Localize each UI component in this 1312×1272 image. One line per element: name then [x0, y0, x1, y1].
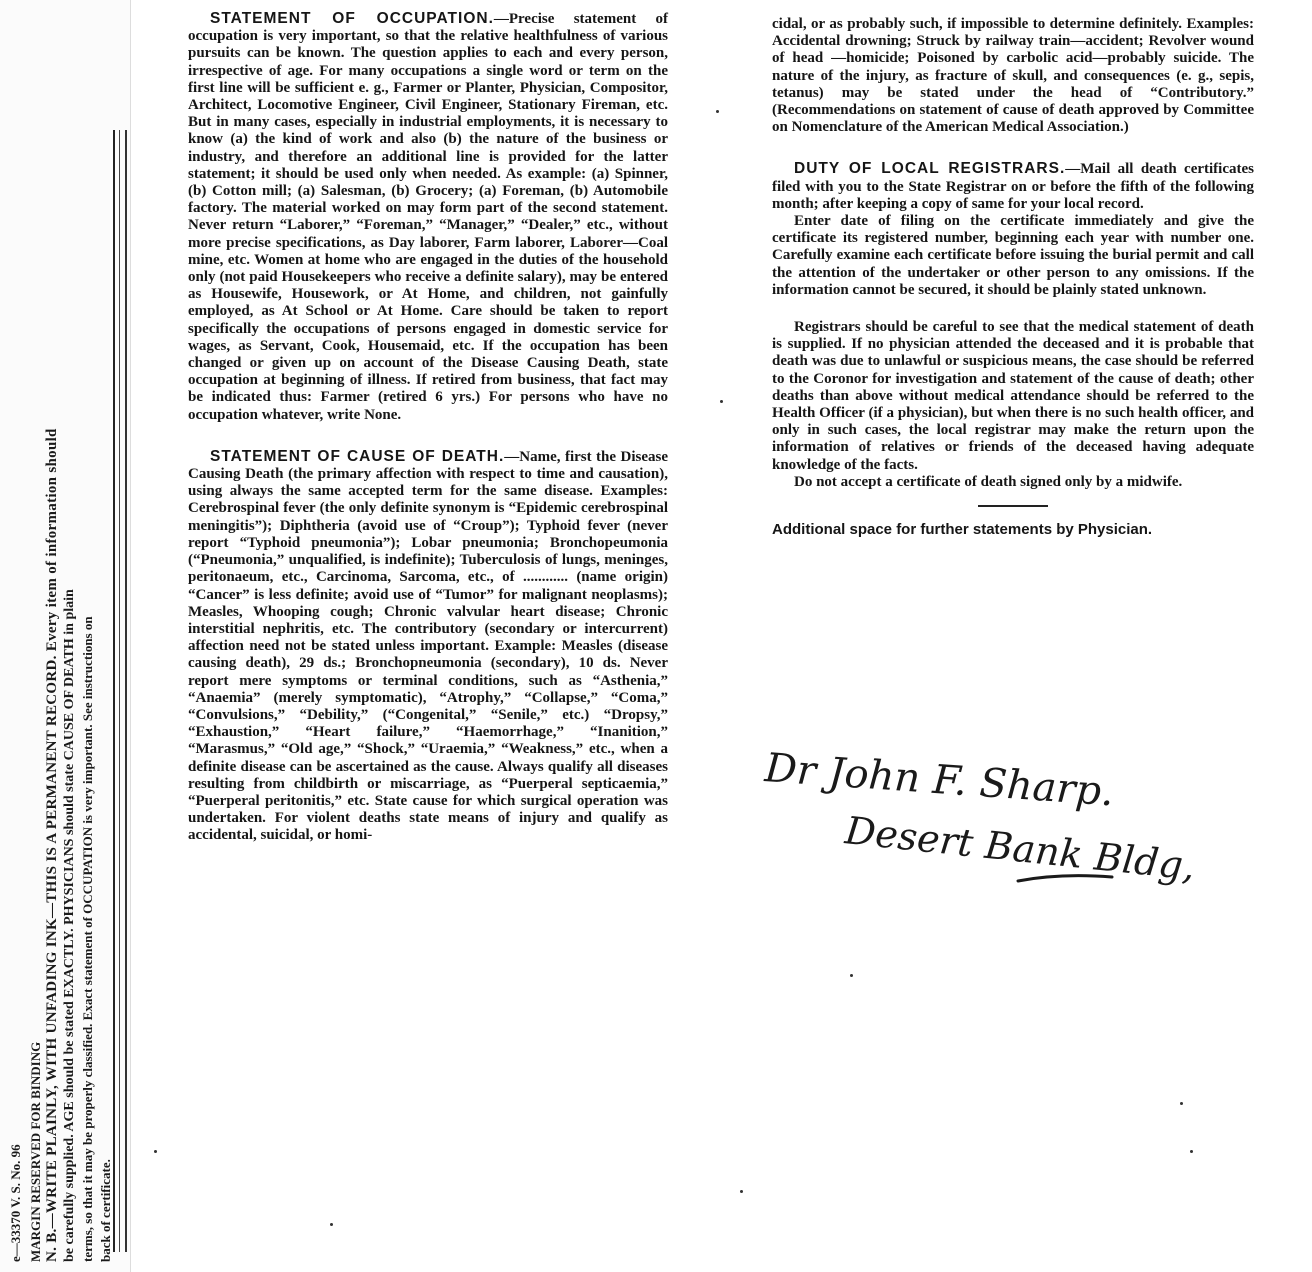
right-column [772, 16, 1254, 538]
age-instruction: be carefully supplied. AGE should be stated EXACTLY. PHYSICIANS should state CAUSE OF DEATH in plain [62, 589, 77, 1262]
margin-rule [119, 130, 120, 1252]
speck [330, 1223, 333, 1226]
cause-continued-section [772, 16, 1254, 136]
form-reference: e—33370 V. S. No. 96 [8, 1144, 23, 1262]
registrars-body4: Do not accept a certificate of death signed only by a midwife. [794, 473, 1183, 490]
speck [720, 400, 723, 403]
registrars-body1: —Mail all death certificates filed with you to the State Registrar on or before the fifth of the following month; after keeping a copy of same for your local record. [772, 161, 1254, 212]
binding-margin [0, 0, 131, 1272]
registrars-section [772, 160, 1254, 491]
left-column [188, 10, 668, 845]
registrars-body2: Enter date of filing on the certificate immediately and give the certificate its registered number, beginning each year with number one. Carefully examine each certificate before issuing the burial permit and call the attention of the undertaker or other person to any omissions. If the information cannot be secured, it should be plainly stated unknown. [772, 213, 1254, 298]
cause-continued: cidal, or as probably such, if impossible to determine definitely. Examples: Accidental drowning; Struck by railway train—accident; Revolver wound of head —homicide; Poisoned by carbolic acid—probably suicide. The nature of the injury, as fracture of skull, and consequences (e. g., sepis, tetanus) may be stated under the head of “Contributory.” (Recommendations on statement of cause of death approved by Committee on Nomenclature of the American Medical Association.) [772, 16, 1254, 136]
signature-line-1: Dr John F. Sharp. [763, 745, 1116, 816]
physician-signature [760, 735, 1260, 905]
occupation-section [188, 10, 668, 424]
terms-instruction: terms, so that it may be properly classified. Exact statement of OCCUPATION is very important. See instructions on [80, 616, 95, 1262]
margin-rule [125, 130, 127, 1252]
section-divider [978, 505, 1048, 507]
speck [154, 1150, 157, 1153]
back-instruction: back of certificate. [98, 1159, 113, 1262]
speck [1180, 1102, 1183, 1105]
signature-line-2: Desert Bank Bldg, [843, 808, 1198, 889]
additional-space-label: Additional space for further statements by Physician. [772, 521, 1153, 539]
occupation-title: STATEMENT OF OCCUPATION. [210, 10, 494, 27]
cause-section [188, 448, 668, 845]
cause-body: —Name, first the Disease Causing Death (the primary affection with respect to time and causation), using always the same accepted term for the same disease. Examples: Cerebrospinal fever (the only definite synonym is “Epidemic cerebrospinal meningitis”); Diphtheria (avoid use of “Croup”); Typhoid fever (never report “Typhoid pneumonia”); Lobar pneumonia; Bronchopeumonia (“Pneumonia,” unqualified, is indefinite); Tuberculosis of lungs, meninges, peritonaeum, etc., Carcinoma, Sarcoma, etc., of ............ (name origin) “Cancer” is less definite; avoid use of “Tumor” for malignant neoplasms); Measles, Whooping cough; Chronic valvular heart disease; Chronic interstitial nephritis, etc. The contributory (secondary or intercurrent) affection need not be stated unless important. Example: Measles (disease causing death), 29 ds.; Bronchopneumonia (secondary), 10 ds. Never report mere symptoms or terminal conditions, such as “Asthenia,” “Anaemia” (merely symptomatic), “Atrophy,” “Collapse,” “Coma,” “Convulsions,” “Debility,” (“Congenital,” “Senile,” etc.) “Dropsy,” “Exhaustion,” “Heart failure,” “Haemorrhage,” “Inanition,” “Marasmus,” “Old age,” “Shock,” “Uraemia,” “Weakness,” etc., when a definite disease can be ascertained as the cause. Always qualify all diseases resulting from childbirth or miscarriage, as “Puerperal septicaemia,” “Puerperal peritonitis,” etc. State cause for which surgical operation was undertaken. For violent deaths state means of injury and qualify as accidental, suicidal, or homi- [188, 448, 668, 844]
registrars-title: DUTY OF LOCAL REGISTRARS. [794, 160, 1066, 178]
speck [716, 110, 719, 113]
registrars-body3: Registrars should be careful to see that the medical statement of death is supplied. If no physician attended the deceased and it is probable that death was due to unlawful or suspicious means, the case should be referred to the Coronor for investigation and statement of the cause of death; other deaths than above without medical attendance should be referred to the Health Officer (if a physician), but when there is no such health officer, and only in such cases, the local registrar may make the return upon the information of relatives or friends of the deceased having adequate knowledge of the facts. [772, 319, 1254, 473]
nb-instruction: N. B.—WRITE PLAINLY, WITH UNFADING INK—THIS IS A PERMANENT RECORD. Every item of information should [44, 428, 60, 1262]
margin-rule [113, 130, 115, 1252]
cause-title: STATEMENT OF CAUSE OF DEATH. [210, 447, 505, 465]
occupation-body: —Precise statement of occupation is very important, so that the relative healthfulness of various pursuits can be known. The question applies to each and every person, irrespective of age. For many occupations a single word or term on the first line will be sufficient e. g., Farmer or Planter, Physician, Compositor, Architect, Locomotive Engineer, Civil Engineer, Stationary Fireman, etc. But in many cases, especially in industrial employments, it is necessary to know (a) the kind of work and also (b) the nature of the business or industry, and therefore an additional line is provided for the latter statement; it should be used only when needed. As example: (a) Spinner, (b) Cotton mill; (a) Salesman, (b) Grocery; (a) Foreman, (b) Automobile factory. The material worked on may form part of the second statement. Never return “Laborer,” “Foreman,” “Manager,” “Dealer,” etc., without more precise specifications, as Day laborer, Farm laborer, Laborer—Coal mine, etc. Women at home who are engaged in the duties of the household only (not paid Housekeepers who receive a definite salary), may be entered as Housewife, Housework, or At Home, and children, not gainfully employed, as At School or At Home. Care should be taken to report specifically the occupations of persons engaged in domestic service for wages, as Servant, Cook, Housemaid, etc. If the occupation has been changed or given up on account of the Disease Causing Death, state occupation at beginning of illness. If retired from business, that fact may be indicated thus: Farmer (retired 6 yrs.) For persons who have no occupation whatever, write None. [188, 11, 668, 423]
speck [740, 1190, 743, 1193]
speck [850, 974, 853, 977]
speck [1190, 1150, 1193, 1153]
margin-reserved-label: MARGIN RESERVED FOR BINDING [28, 1041, 43, 1262]
